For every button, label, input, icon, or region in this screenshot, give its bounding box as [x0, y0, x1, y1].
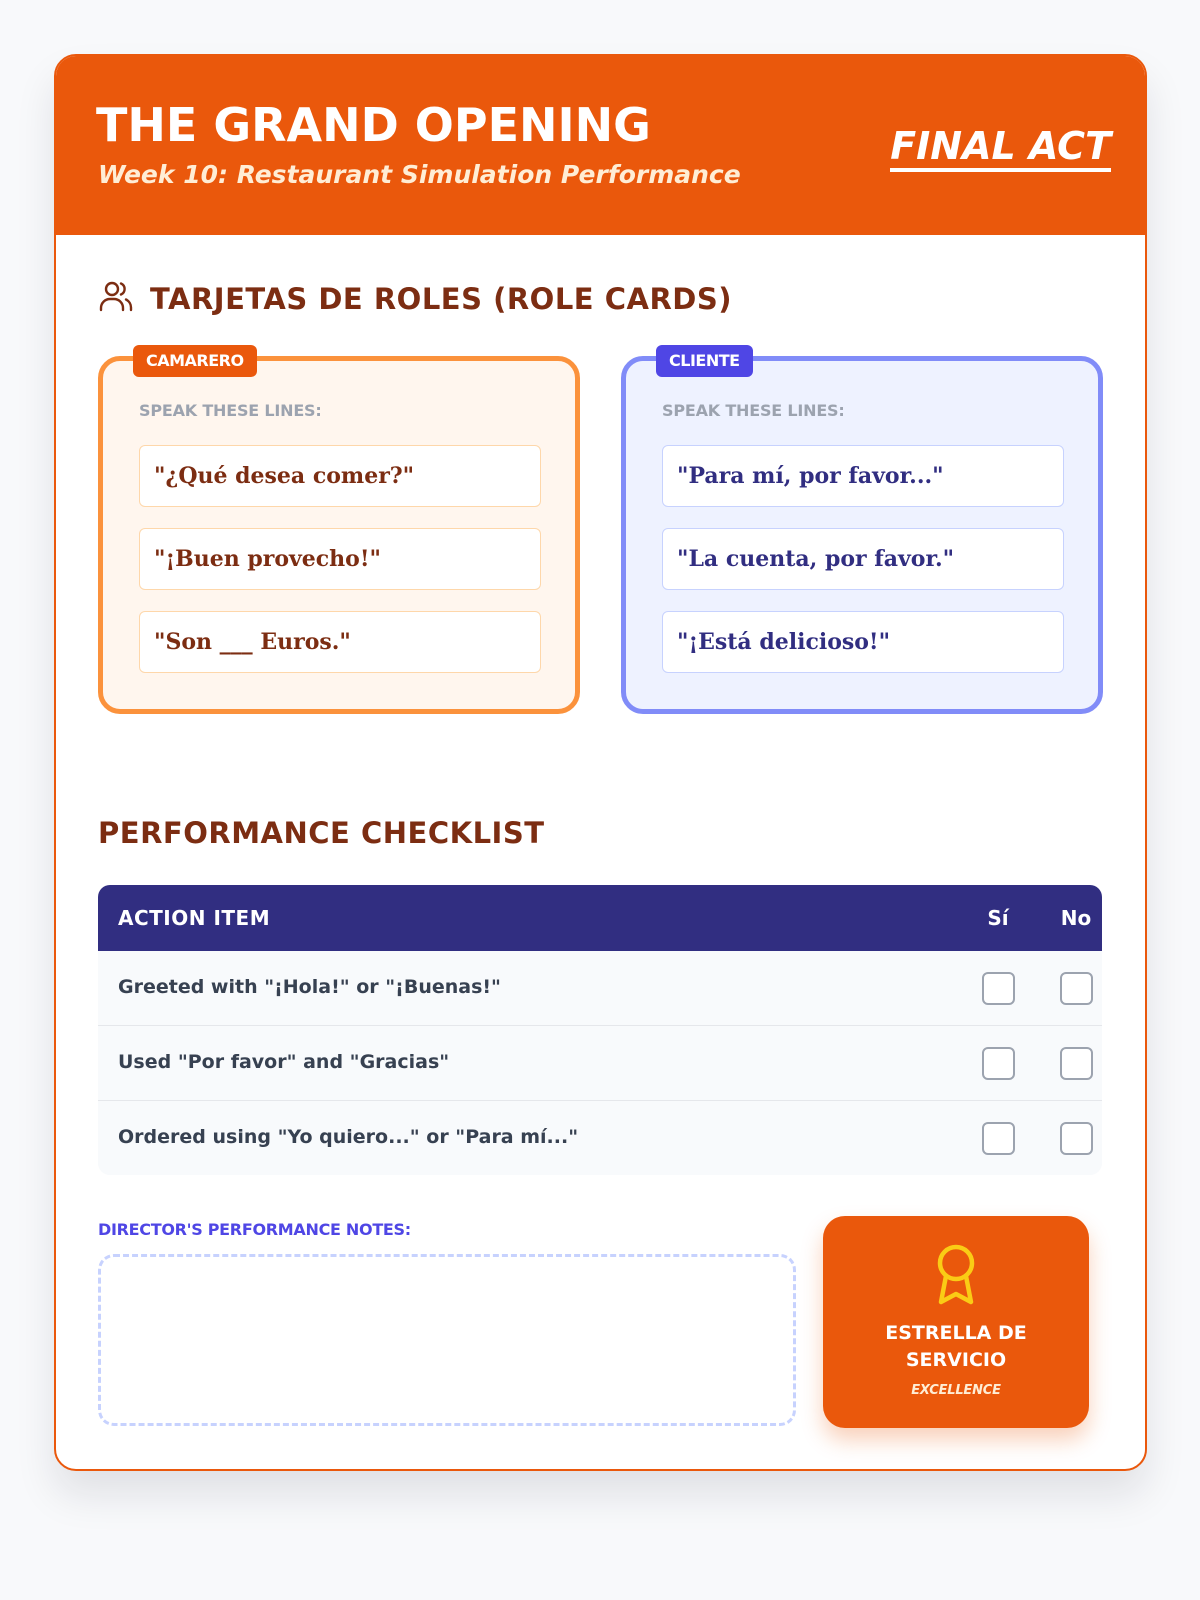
action-item-label: Ordered using "Yo quiero..." or "Para mí..." [118, 1126, 579, 1148]
role-cards-title: TARJETAS DE ROLES (ROLE CARDS) [150, 282, 732, 316]
director-notes-label: DIRECTOR'S PERFORMANCE NOTES: [98, 1220, 411, 1239]
column-header-action-item: ACTION ITEM [118, 906, 271, 930]
action-item-label: Greeted with "¡Hola!" or "¡Buenas!" [118, 976, 501, 998]
role-tag: CAMARERO [133, 345, 257, 377]
award-title-line: ESTRELLA DE [885, 1322, 1027, 1344]
si-checkbox[interactable] [982, 972, 1015, 1005]
page-subtitle: Week 10: Restaurant Simulation Performance [98, 160, 741, 189]
no-checkbox[interactable] [1060, 972, 1093, 1005]
table-row [98, 1026, 1102, 1101]
performance-checklist-table [98, 885, 1102, 1175]
role-card-camarero [98, 351, 580, 714]
page-title: THE GRAND OPENING [96, 98, 651, 152]
speak-lines-label: SPEAK THESE LINES: [139, 401, 322, 420]
header-banner [56, 56, 1145, 235]
script-line: "Para mí, por favor..." [662, 445, 1064, 507]
column-header-si: Sí [987, 906, 1009, 930]
table-header [98, 885, 1102, 951]
no-checkbox[interactable] [1060, 1047, 1093, 1080]
si-checkbox[interactable] [982, 1122, 1015, 1155]
speak-lines-label: SPEAK THESE LINES: [662, 401, 845, 420]
role-tag: CLIENTE [656, 345, 753, 377]
table-row [98, 951, 1102, 1026]
script-line: "¡Buen provecho!" [139, 528, 541, 590]
users-icon [98, 278, 134, 314]
column-header-no: No [1060, 906, 1092, 930]
award-title-line: SERVICIO [905, 1349, 1007, 1371]
script-line: "¡Está delicioso!" [662, 611, 1064, 673]
award-title [823, 1320, 1089, 1374]
worksheet-card [54, 54, 1147, 1471]
checklist-title: PERFORMANCE CHECKLIST [98, 816, 545, 850]
final-act-badge: FINAL ACT [890, 124, 1111, 172]
award-badge [823, 1216, 1089, 1428]
action-item-label: Used "Por favor" and "Gracias" [118, 1051, 450, 1073]
script-line: "¿Qué desea comer?" [139, 445, 541, 507]
director-notes-field[interactable] [98, 1254, 796, 1426]
script-line: "La cuenta, por favor." [662, 528, 1064, 590]
award-subtitle: EXCELLENCE [911, 1383, 1001, 1398]
award-ribbon-icon [931, 1242, 981, 1308]
no-checkbox[interactable] [1060, 1122, 1093, 1155]
script-line: "Son ___ Euros." [139, 611, 541, 673]
role-card-cliente [621, 351, 1103, 714]
table-row [98, 1101, 1102, 1175]
si-checkbox[interactable] [982, 1047, 1015, 1080]
